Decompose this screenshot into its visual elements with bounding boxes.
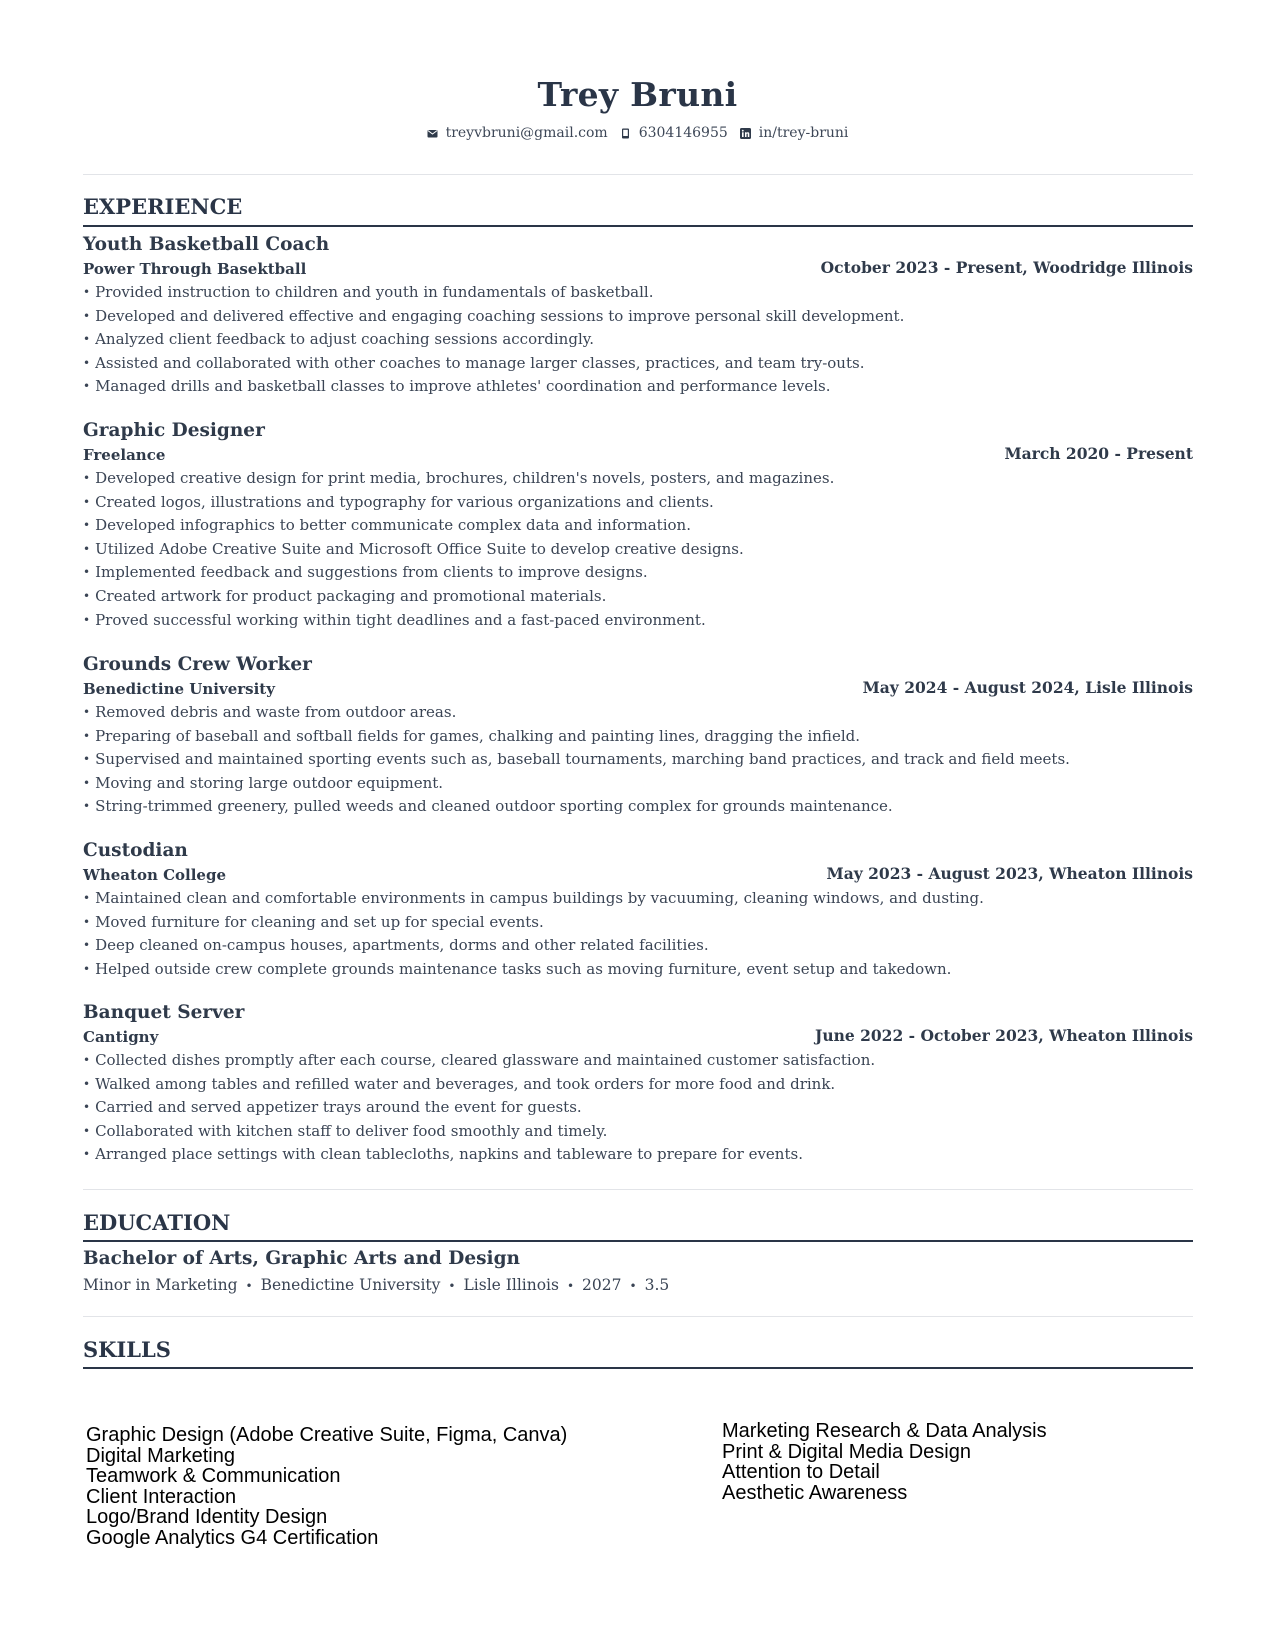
job-entry	[83, 1000, 1193, 1167]
education-rule	[83, 1240, 1193, 1242]
job-dates-location: June 2022 - October 2023, Wheaton Illinois	[814, 1026, 1193, 1045]
job-entry	[83, 232, 1193, 399]
job-subheader	[83, 258, 1193, 281]
list-item: • Provided instruction to children and youth in fundamentals of basketball.	[83, 281, 1193, 305]
linkedin-item[interactable]	[740, 125, 849, 141]
experience-heading: EXPERIENCE	[83, 194, 243, 219]
job-bullets	[83, 887, 1193, 981]
phone-icon	[620, 128, 631, 139]
job-title: Banquet Server	[83, 1002, 245, 1023]
list-item: • Managed drills and basketball classes to improve athletes' coordination and performance levels.	[83, 375, 1193, 399]
list-item: • Deep cleaned on-campus houses, apartments, dorms and other related facilities.	[83, 934, 1193, 958]
list-item: • Developed and delivered effective and engaging coaching sessions to improve personal skill development.	[83, 305, 1193, 329]
education-year: 2027	[582, 1276, 622, 1294]
job-title: Custodian	[83, 840, 188, 861]
education-heading: EDUCATION	[83, 1210, 231, 1235]
list-item: • Maintained clean and comfortable environments in campus buildings by vacuuming, cleaning windows, and dusting.	[83, 887, 1193, 911]
job-bullets	[83, 701, 1193, 819]
job-entry	[83, 652, 1193, 819]
list-item: • String-trimmed greenery, pulled weeds and cleaned outdoor sporting complex for grounds maintenance.	[83, 795, 1193, 819]
linkedin-text: in/trey-bruni	[758, 125, 849, 141]
skill-item: Client Interaction	[86, 1485, 237, 1508]
phone-text: 6304146955	[638, 125, 728, 141]
skill-item: Teamwork & Communication	[86, 1465, 341, 1488]
skill-item: Logo/Brand Identity Design	[86, 1506, 328, 1529]
list-item: • Supervised and maintained sporting events such as, baseball tournaments, marching band practices, and track and field meets.	[83, 748, 1193, 772]
job-dates-location: October 2023 - Present, Woodridge Illinois	[820, 258, 1193, 277]
list-item: • Created logos, illustrations and typography for various organizations and clients.	[83, 491, 1193, 515]
list-item: • Developed creative design for print media, brochures, children's novels, posters, and magazines.	[83, 467, 1193, 491]
list-item: • Collected dishes promptly after each course, cleared glassware and maintained customer satisfaction.	[83, 1049, 1193, 1073]
education-gpa: 3.5	[644, 1276, 670, 1294]
envelope-icon	[427, 128, 438, 139]
list-item: • Moved furniture for cleaning and set up for special events.	[83, 911, 1193, 935]
job-entry	[83, 418, 1193, 632]
job-organization: Cantigny	[83, 1028, 159, 1046]
list-item: • Helped outside crew complete grounds maintenance tasks such as moving furniture, event setup and takedown.	[83, 958, 1193, 982]
job-dates-location: March 2020 - Present	[1004, 444, 1193, 463]
education-location: Lisle Illinois	[463, 1276, 559, 1294]
experience-rule	[83, 225, 1193, 227]
separator-dot: •	[448, 1279, 456, 1293]
section-divider	[83, 1189, 1193, 1190]
skill-item: Marketing Research & Data Analysis	[722, 1420, 1047, 1442]
list-item: • Created artwork for product packaging and promotional materials.	[83, 585, 1193, 609]
job-subheader	[83, 864, 1193, 887]
email-item[interactable]	[427, 125, 608, 141]
list-item: • Analyzed client feedback to adjust coaching sessions accordingly.	[83, 328, 1193, 352]
skills-heading: SKILLS	[83, 1337, 171, 1362]
section-divider	[83, 1316, 1193, 1317]
skill-item: Digital Marketing	[86, 1444, 235, 1467]
list-item: • Collaborated with kitchen staff to deliver food smoothly and timely.	[83, 1120, 1193, 1144]
list-item: • Assisted and collaborated with other coaches to manage larger classes, practices, and team try-outs.	[83, 352, 1193, 376]
job-dates-location: May 2023 - August 2023, Wheaton Illinois	[826, 864, 1193, 883]
education-details	[83, 1276, 669, 1294]
job-organization: Power Through Basektball	[83, 260, 307, 278]
job-subheader	[83, 678, 1193, 701]
job-organization: Wheaton College	[83, 866, 226, 884]
education-minor: Minor in Marketing	[83, 1276, 238, 1294]
separator-dot: •	[629, 1279, 637, 1293]
skill-item: Aesthetic Awareness	[722, 1481, 908, 1504]
list-item: • Implemented feedback and suggestions from clients to improve designs.	[83, 561, 1193, 585]
list-item: • Moving and storing large outdoor equipment.	[83, 772, 1193, 796]
skills-rule	[83, 1367, 1193, 1369]
skill-item: Graphic Design (Adobe Creative Suite, Figma, Canva)	[86, 1424, 568, 1446]
list-item: • Utilized Adobe Creative Suite and Microsoft Office Suite to develop creative designs.	[83, 538, 1193, 562]
skill-item: Print & Digital Media Design	[722, 1440, 971, 1463]
job-bullets	[83, 1049, 1193, 1167]
job-subheader	[83, 1026, 1193, 1049]
degree-title: Bachelor of Arts, Graphic Arts and Design	[83, 1248, 520, 1269]
list-item: • Developed infographics to better communicate complex data and information.	[83, 514, 1193, 538]
separator-dot: •	[245, 1279, 253, 1293]
job-title: Grounds Crew Worker	[83, 654, 312, 675]
job-entry	[83, 838, 1193, 981]
job-title: Youth Basketball Coach	[83, 234, 330, 255]
candidate-name: Trey Bruni	[537, 75, 738, 114]
job-bullets	[83, 467, 1193, 632]
list-item: • Removed debris and waste from outdoor areas.	[83, 701, 1193, 725]
linkedin-icon	[740, 128, 751, 139]
skills-list-left	[86, 1425, 567, 1549]
list-item: • Proved successful working within tight deadlines and a fast-paced environment.	[83, 609, 1193, 633]
list-item: • Carried and served appetizer trays around the event for guests.	[83, 1096, 1193, 1120]
education-school: Benedictine University	[260, 1276, 441, 1294]
job-subheader	[83, 444, 1193, 467]
list-item: • Walked among tables and refilled water and beverages, and took orders for more food and drink.	[83, 1073, 1193, 1097]
header-divider	[83, 174, 1193, 175]
job-bullets	[83, 281, 1193, 399]
job-organization: Benedictine University	[83, 680, 275, 698]
skill-item: Attention to Detail	[722, 1461, 880, 1484]
job-dates-location: May 2024 - August 2024, Lisle Illinois	[862, 678, 1193, 697]
list-item: • Arranged place settings with clean tablecloths, napkins and tableware to prepare for events.	[83, 1143, 1193, 1167]
job-title: Graphic Designer	[83, 420, 265, 441]
contact-line	[0, 125, 1275, 141]
email-text: treyvbruni@gmail.com	[445, 125, 608, 141]
list-item: • Preparing of baseball and softball fields for games, chalking and painting lines, dragging the infield.	[83, 725, 1193, 749]
job-organization: Freelance	[83, 446, 166, 464]
phone-item[interactable]	[620, 125, 728, 141]
skills-list-right	[722, 1421, 1047, 1503]
separator-dot: •	[566, 1279, 575, 1293]
skill-item: Google Analytics G4 Certification	[86, 1526, 379, 1549]
